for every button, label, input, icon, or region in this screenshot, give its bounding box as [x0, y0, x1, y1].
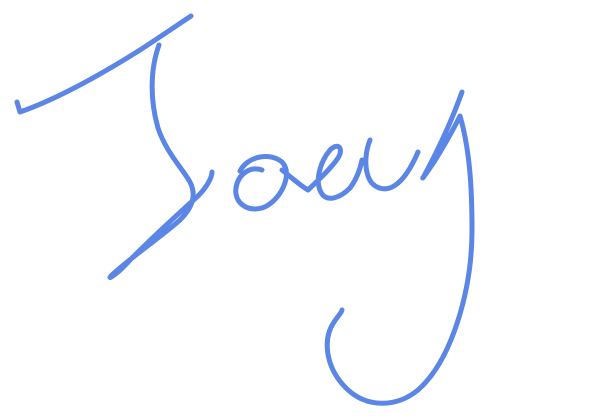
signature-stroke-e — [308, 146, 362, 198]
signature-stroke-j-top — [17, 16, 191, 112]
signature-stroke-y-descender — [327, 92, 472, 403]
signature-stroke-o — [236, 156, 287, 208]
signature-stroke-j-stem — [110, 45, 212, 278]
signature-stroke-y-left — [366, 140, 418, 189]
